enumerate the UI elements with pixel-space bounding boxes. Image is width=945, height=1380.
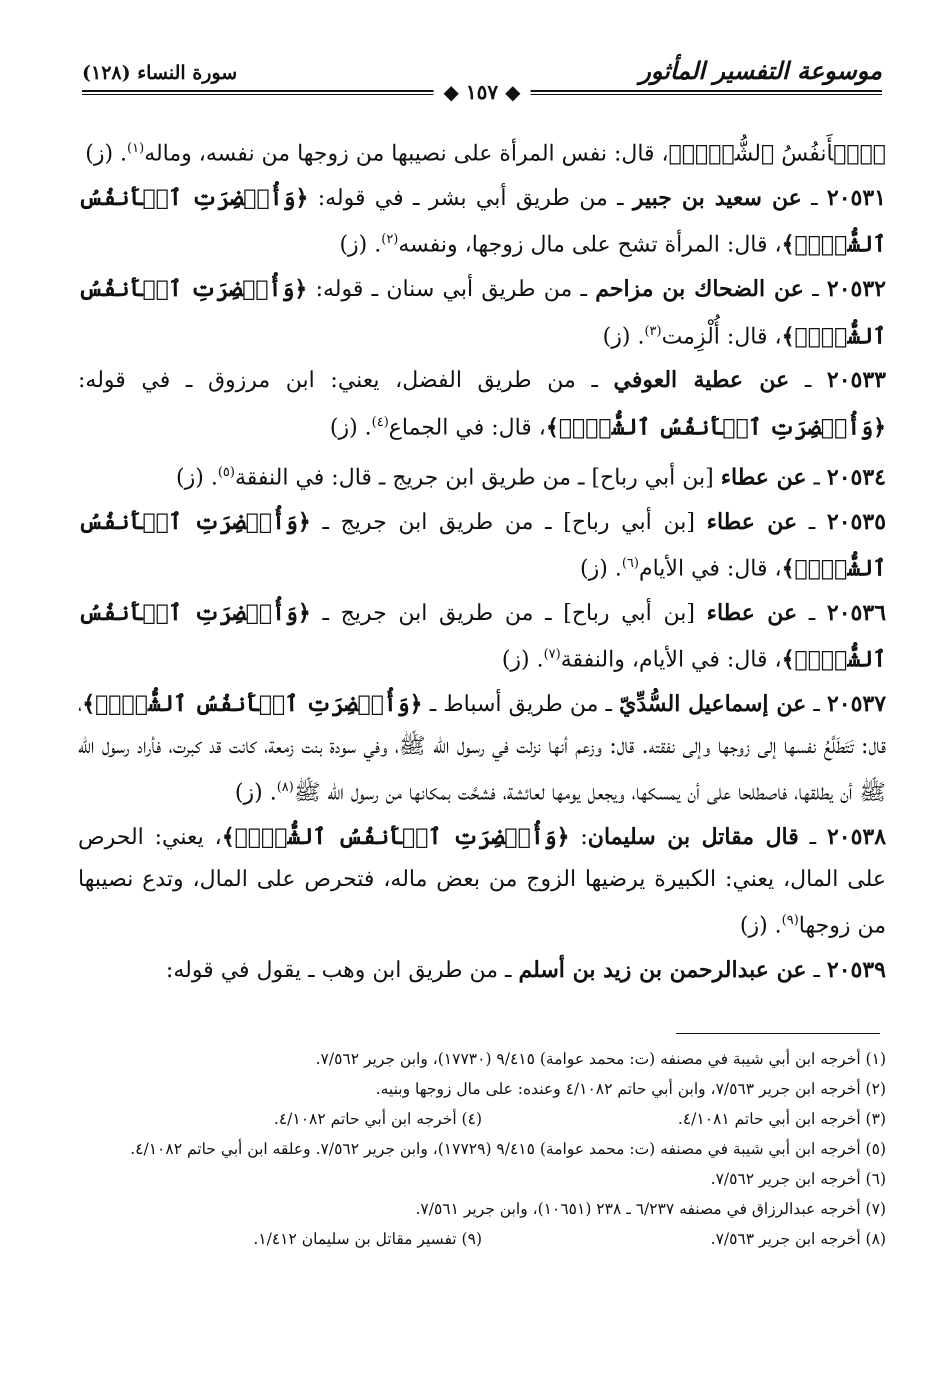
footnote-6: (٦) أخرجه ابن جرير ٧/٥٦٢. [710,1170,886,1188]
quran-quote: ﴿وَأُحۡضِرَتِ ٱلۡأَنفُسُ ٱلشُّحَّۚ﴾ [82,691,423,718]
footnote-8: (٨) أخرجه ابن جرير ٧/٥٦٣. [710,1230,886,1248]
footnote-row [78,1224,886,1254]
footnote-separator [676,1033,880,1034]
narrator: قال مقاتل بن سليمان [587,824,799,851]
narrator: عن عطاء [706,599,798,626]
entry-number: ٢٠٥٣٢ [826,276,886,303]
entry-number: ٢٠٥٣٤ [826,464,886,491]
entry-number: ٢٠٥٣١ [826,184,886,211]
footnote-2: (٢) أخرجه ابن جرير ٧/٥٦٣، وابن أبي حاتم ٤/١٠٨٢ وعنده: على مال زوجها وبنيه. [375,1080,886,1098]
narrator: عن إسماعيل السُّدِّيّ [619,691,807,718]
surah-label: سورة النساء (١٢٨) [82,62,238,84]
quran-quote: ﴿وَأُحۡضِرَتِ ٱلۡأَنفُسُ ٱلشُّحَّۚ﴾ [78,599,886,673]
narrator: عن عبدالرحمن بن زيد بن أسلم [518,956,807,983]
footnote-mark[interactable]: (٣) [644,323,662,339]
footnote-5: (٥) أخرجه ابن أبي شيبة في مصنفه (ت: محمد عوامة) ٩/٤١٥ (١٧٧٢٩)، وابن جرير ٧/٥٦٢. وعلقه ابن أبي حاتم ٤/١٠٨٢. [130,1140,886,1158]
quran-quote: ﴿وَأُحۡضِرَتِ ٱلۡأَنفُسُ ٱلشُّحَّۚ﴾ [78,508,886,582]
footnote-mark[interactable]: (٦) [621,556,639,572]
entry-20537: ٢٠٥٣٧ ـ عن إسماعيل السُّدِّيّ ـ من طريق أسباط ـ ﴿وَأُحۡضِرَتِ ٱلۡأَنفُسُ ٱلشُّحَّۚ﴾، قال: تَتَطَلَّعُ نفسها إلى زوجها وإلى نفقته. قال: وزعم أنها نزلت في رسول الله ﷺ، وفي سودة بنت زمعة، كانت قد كبرت، فأراد رسول الله ﷺ أن يطلقها، فاصطلحا على أن يمسكها، ويجعل يومها لعائشة، فشحَّت بمكانها من رسول الله ﷺ$^{(٨)}$. (ز) [78,691,887,806]
entry-number: ٢٠٥٣٥ [826,508,887,535]
narrator: عن عطاء [720,464,807,491]
footnote-row [78,1104,886,1134]
narrator: عن الضحاك بن مزاحم [595,276,804,303]
entry-20538: ٢٠٥٣٨ ـ قال مقاتل بن سليمان: ﴿وَأُحۡضِرَتِ ٱلۡأَنفُسُ ٱلشُّحَّۚ﴾، يعني: الحرص على المال، يعني: الكبيرة يرضيها الزوج من بعض ماله، فتحرص على المال، وتدع نصيبها من زوجها$^{(٩)}$. (ز) [78,824,887,939]
book-title: موسوعة التفسير المأثور [639,56,882,85]
entry-number: ٢٠٥٣٩ [826,956,886,983]
page-number: ◆ ١٥٧ ◆ [434,80,531,104]
footnote-mark[interactable]: (٥) [217,464,235,480]
footnote-9: (٩) تفسير مقاتل بن سليمان ١/٤١٢. [253,1230,482,1248]
footnote-mark[interactable]: (٨) [276,780,294,796]
entry-20535: ٢٠٥٣٥ ـ عن عطاء [بن أبي رباح] ـ من طريق ابن جريج ـ ﴿وَأُحۡضِرَتِ ٱلۡأَنفُسُ ٱلشُّحَّۚ﴾، قال: في الأيام$^{(٦)}$. (ز) [78,508,887,582]
footnote-mark[interactable]: (٤) [371,414,389,430]
quran-quote: ﴿وَأُحۡضِرَتِ ٱلۡأَنفُسُ ٱلشُّحَّۚ﴾ [221,824,570,851]
entry-number: ٢٠٥٣٣ [826,367,886,394]
footnote-3: (٣) أخرجه ابن أبي حاتم ٤/١٠٨١. [677,1110,886,1128]
entry-number: ٢٠٥٣٦ [826,599,887,626]
footnotes [78,1044,886,1254]
footnote-mark[interactable]: (٢) [381,232,399,248]
footnote-mark[interactable]: (٩) [781,913,799,929]
narrator: عن عطاء [706,508,798,535]
page-header [82,52,882,104]
entry-20539: ٢٠٥٣٩ ـ عن عبدالرحمن بن زيد بن أسلم ـ من طريق ابن وهب ـ يقول في قوله: [165,956,886,983]
main-text [78,128,886,994]
footnote-4: (٤) أخرجه ابن أبي حاتم ٤/١٠٨٢. [273,1110,482,1128]
entry-20531: ٢٠٥٣١ ـ عن سعيد بن جبير ـ من طريق أبي بشر ـ في قوله: ﴿وَأُحۡضِرَتِ ٱلۡأَنفُسُ ٱلشُّحَّۚ﴾، قال: المرأة تشح على مال زوجها، ونفسه$^{(٢)}$. (ز) [78,184,886,258]
footnote-mark[interactable]: (٧) [543,647,561,663]
quran-quote: ﴿وَأُحۡضِرَتِ ٱلۡأَنفُسُ ٱلشُّحَّۚ﴾ [78,184,886,258]
entry-continuation: ﴿ٱلۡأَنفُسُ ٱلشُّحَّۚ﴾، قال: نفس المرأة على نصيبها من زوجها من نفسه، وماله$^{(١)}$. (ز) [85,141,886,167]
narrator: عن سعيد بن جبير [632,184,802,211]
entry-20533: ٢٠٥٣٣ ـ عن عطية العوفي ـ من طريق الفضل، يعني: ابن مرزوق ـ في قوله: ﴿وَأُحۡضِرَتِ ٱلۡأَنفُسُ ٱلشُّحَّۚ﴾، قال: في الجماع$^{(٤)}$. (ز) [78,367,886,441]
footnote-1: (١) أخرجه ابن أبي شيبة في مصنفه (ت: محمد عوامة) ٩/٤١٥ (١٧٧٣٠)، وابن جرير ٧/٥٦٢. [315,1050,886,1068]
narrator: عن عطية العوفي [613,367,790,394]
quran-quote: ﴿وَأُحۡضِرَتِ ٱلۡأَنفُسُ ٱلشُّحَّۚ﴾ [78,276,886,349]
footnote-7: (٧) أخرجه عبدالرزاق في مصنفه ٦/٢٣٧ ـ ٢٣٨ (١٠٦٥١)، وابن جرير ٧/٥٦١. [415,1200,886,1218]
entry-number: ٢٠٥٣٧ [826,691,887,718]
quran-quote: ﴿وَأُحۡضِرَتِ ٱلۡأَنفُسُ ٱلشُّحَّۚ﴾ [545,414,886,441]
entry-20532: ٢٠٥٣٢ ـ عن الضحاك بن مزاحم ـ من طريق أبي سنان ـ قوله: ﴿وَأُحۡضِرَتِ ٱلۡأَنفُسُ ٱلشُّحَّۚ﴾، قال: أُلْزِمت$^{(٣)}$. (ز) [78,276,886,349]
entry-number: ٢٠٥٣٨ [826,824,887,851]
footnote-mark[interactable]: (١) [127,141,145,156]
entry-20536: ٢٠٥٣٦ ـ عن عطاء [بن أبي رباح] ـ من طريق ابن جريج ـ ﴿وَأُحۡضِرَتِ ٱلۡأَنفُسُ ٱلشُّحَّۚ﴾، قال: في الأيام، والنفقة$^{(٧)}$. (ز) [78,599,887,673]
entry-20534: ٢٠٥٣٤ ـ عن عطاء [بن أبي رباح] ـ من طريق ابن جريج ـ قال: في النفقة$^{(٥)}$. (ز) [176,464,886,491]
